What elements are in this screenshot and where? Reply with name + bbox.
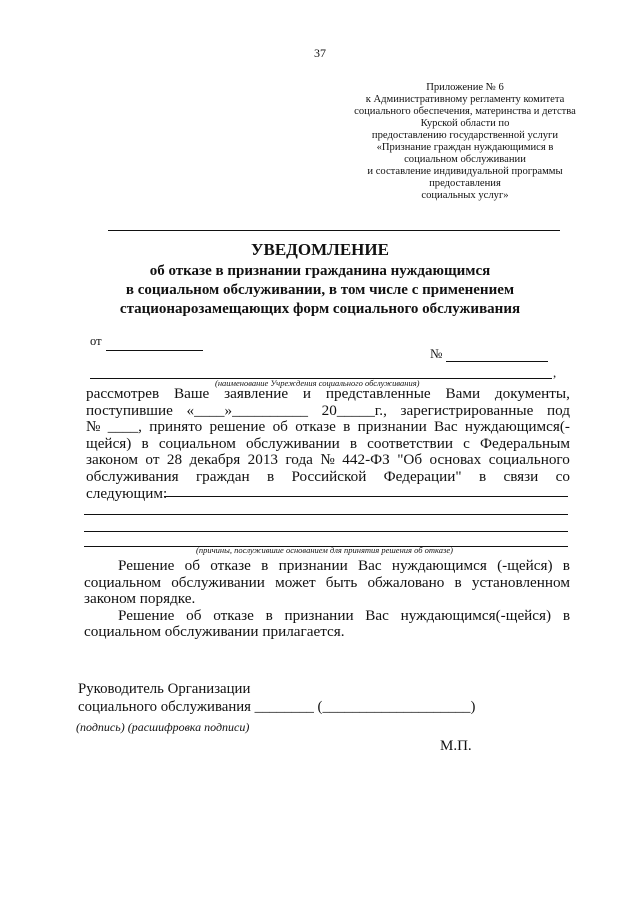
number-field	[446, 361, 548, 362]
decision-line	[84, 624, 570, 641]
signature-caption: (подпись) (расшифровка подписи)	[76, 720, 250, 734]
title-line: стационарозамещающих форм социального обслуживания	[119, 301, 521, 317]
word: 28	[166, 451, 183, 469]
word: в	[343, 418, 351, 436]
word: в	[266, 467, 275, 485]
word: обслуживании	[245, 434, 340, 452]
notice-body	[86, 386, 570, 502]
decision-line	[84, 608, 570, 625]
word: связи	[503, 467, 539, 485]
decision-text	[84, 558, 570, 641]
organization-comma: ,	[553, 365, 557, 380]
word: Вас	[365, 606, 389, 624]
word: документы,	[494, 385, 570, 402]
word: Решение	[118, 557, 175, 574]
word: в	[141, 434, 149, 452]
word: социального	[488, 451, 570, 469]
body-line	[86, 403, 570, 420]
appendix-line: социальных услуг»	[421, 190, 509, 201]
organization-caption: (наименование Учреждения социального обслуживания)	[215, 378, 420, 388]
appendix-line: Приложение № 6	[426, 82, 504, 93]
reason-field	[164, 496, 568, 497]
word: зарегистрированные	[400, 401, 534, 419]
signature-block	[78, 680, 475, 716]
word: нуждающимся(-щейся)	[400, 606, 552, 624]
word: социальном обслуживании прилагается.	[84, 623, 345, 641]
word: декабря	[189, 451, 241, 469]
word: рассмотрев	[86, 385, 160, 402]
word: признании	[278, 557, 348, 574]
decision-line	[84, 558, 570, 575]
signature-title: Руководитель Организации	[78, 681, 251, 697]
page-number: 37	[314, 46, 326, 60]
appendix-header	[340, 82, 590, 202]
document-title	[60, 238, 580, 319]
word: в	[265, 606, 273, 624]
reasons-caption: (причины, послужившие основанием для принятия решения об отказе)	[196, 545, 453, 555]
word: Вас	[357, 557, 382, 574]
title-line: об отказе в признании гражданина нуждающимся	[149, 263, 491, 279]
word: принято	[149, 418, 203, 436]
word: 2013	[247, 451, 278, 469]
body-line	[86, 469, 570, 486]
appendix-line: предоставления	[429, 178, 501, 189]
word: может	[275, 573, 316, 591]
word: Федерации"	[383, 467, 462, 485]
word: обжаловано	[367, 573, 445, 591]
word: законом	[86, 451, 138, 469]
word: Вас	[433, 418, 458, 436]
word: Ваше	[173, 385, 210, 402]
word: об	[184, 557, 200, 574]
word: признании	[357, 418, 427, 436]
word: признании	[284, 606, 354, 624]
word: поступившие	[86, 401, 173, 419]
word: отказе	[210, 557, 251, 574]
word: представленные	[325, 385, 431, 402]
word: обслуживания	[86, 467, 179, 485]
word: социальном	[158, 434, 236, 452]
word: "Об	[397, 451, 423, 469]
word: граждан	[195, 467, 250, 485]
word: (-щейся)	[497, 557, 553, 574]
word: Вами	[445, 385, 481, 402]
word: Федеральным	[480, 434, 570, 452]
body-line	[86, 419, 570, 436]
word: следующим:	[86, 484, 168, 502]
word: об	[186, 606, 202, 624]
appendix-line: предоставлению государственной услуги	[371, 130, 559, 141]
word: и	[302, 385, 312, 402]
stamp-place: М.П.	[440, 738, 472, 754]
word: отказе	[295, 418, 336, 436]
word: в	[478, 467, 487, 485]
word: соответствии	[367, 434, 453, 452]
decision-line	[84, 575, 570, 592]
word: нуждающимся(-	[464, 418, 570, 436]
appendix-line: социального обеспечения, материнства и детства	[354, 106, 576, 117]
word: социальном	[84, 573, 162, 591]
word: под	[546, 401, 570, 419]
word: в	[562, 557, 570, 574]
word: быть	[325, 573, 358, 591]
word: Решение	[118, 606, 175, 624]
word: с	[463, 434, 470, 452]
word: отказе	[213, 606, 254, 624]
word: заявление	[224, 385, 289, 402]
word: №	[86, 418, 101, 436]
title-line: в социальном обслуживании, в том числе с применением	[125, 282, 515, 298]
word: «____»__________	[186, 401, 308, 419]
body-line	[86, 386, 570, 403]
word: года	[285, 451, 313, 469]
appendix-line: и составление индивидуальной программы	[367, 166, 563, 177]
word: от	[145, 451, 160, 469]
from-label: от	[90, 334, 102, 348]
header-divider	[108, 230, 560, 231]
word: в	[454, 573, 462, 591]
word: щейся)	[86, 434, 132, 452]
word: обслуживании	[171, 573, 265, 591]
word: в	[562, 606, 570, 624]
word: решение	[209, 418, 266, 436]
reason-field	[84, 514, 568, 515]
word: 20_____г.,	[321, 401, 387, 419]
reason-field	[84, 531, 568, 532]
word: в	[261, 557, 269, 574]
word: законом порядке.	[84, 590, 196, 608]
word: основах	[429, 451, 482, 469]
body-line	[86, 436, 570, 453]
from-date-field	[106, 350, 203, 351]
word: нуждающимся	[391, 557, 487, 574]
number-label: №	[430, 346, 443, 361]
word: ____,	[107, 418, 142, 436]
body-line	[86, 452, 570, 469]
word: со	[555, 467, 570, 485]
word: №	[320, 451, 335, 469]
word: об	[272, 418, 288, 436]
appendix-line: Курской области по	[420, 118, 510, 129]
word: 442-ФЗ	[342, 451, 390, 469]
body-line	[86, 486, 570, 503]
signature-line: социального обслуживания ________ (____________________)	[78, 699, 476, 715]
word: Российской	[291, 467, 367, 485]
appendix-line: к Административному регламенту комитета	[365, 94, 565, 105]
word: установленном	[471, 573, 570, 591]
title-heading: УВЕДОМЛЕНИЕ	[251, 240, 389, 259]
appendix-line: «Признание граждан нуждающимися в	[376, 142, 554, 153]
appendix-line: социальном обслуживании	[404, 154, 526, 165]
decision-line	[84, 591, 570, 608]
word: в	[349, 434, 358, 452]
